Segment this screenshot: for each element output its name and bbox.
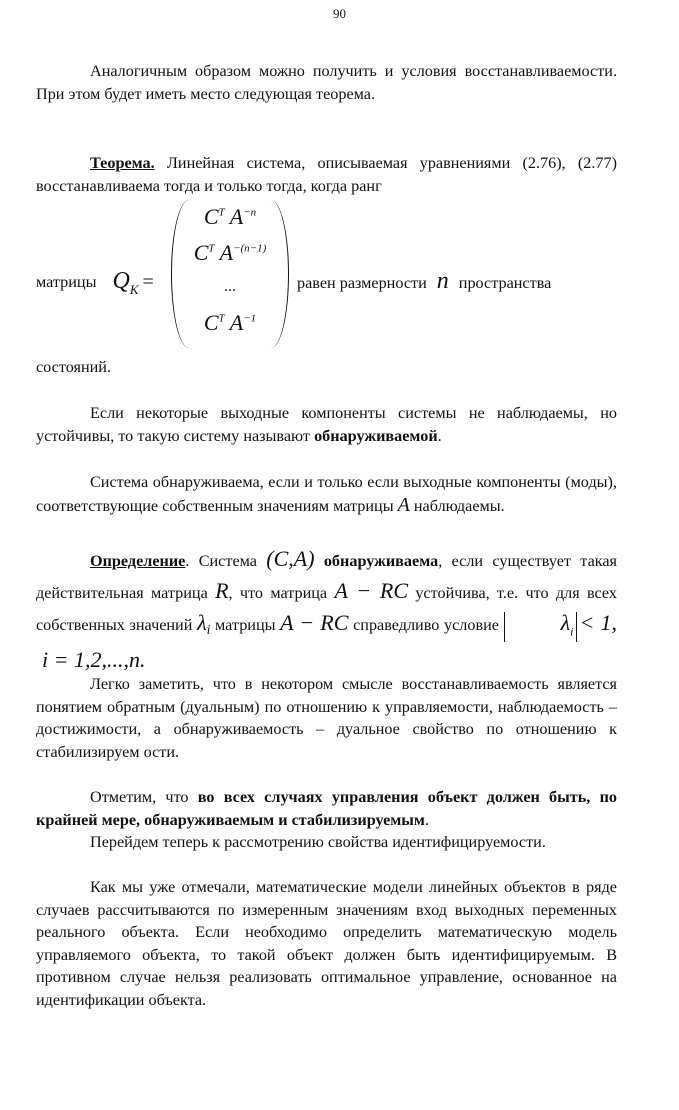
- paragraph-duality: Легко заметить, что в некотором смысле восстанавливаемость является понятием обратным (дуальным) по отношению к управляемости, наблюдаемость – достижимости, а обнаруживаемость – дуальное свойство по отношению к стабилизируем ости.: [36, 675, 617, 761]
- matrix-row-1: $C^T$ $A^{-n}$: [203, 204, 257, 229]
- paragraph-models: Как мы уже отмечали, математические модели линейных объектов в ряде случаев рассчитываются по измеренным значениям вход выходных переменных реального объекта. Если необходимо определить математическую модель управляемого объекта, то такой объект должен быть идентифицируемым. В противном случае нельзя реализовать оптимальное управление, основанное на идентификации объекта.: [36, 878, 617, 1009]
- paragraph-identifiability: Перейдем теперь к рассмотрению свойства идентифицируемости.: [90, 833, 546, 851]
- observability-matrix: [171, 200, 289, 348]
- equals-sign: =: [142, 271, 154, 294]
- theorem-end: состояний.: [36, 358, 111, 376]
- pair-CA: (C,A): [266, 546, 315, 571]
- expr-A-RC-2: A − RC: [280, 610, 349, 635]
- expr-A-RC-1: A − RC: [334, 578, 409, 603]
- abs-lambda: $\lambda_i$: [504, 612, 577, 642]
- paragraph-note: Отметим, что во всех случаях управления объект должен быть, по крайней мере, обнаруживаемым и стабилизируемым.: [36, 788, 617, 829]
- paragraph-detectable-condition: Система обнаруживаема, если и только если выходные компоненты (моды), соответствующие собственным значениям матрицы A наблюдаемы.: [36, 473, 617, 516]
- matrix-prefix: матрицы: [36, 273, 97, 292]
- dimension-symbol: n: [436, 268, 449, 294]
- matrix-row-ellipsis: ...: [224, 278, 236, 295]
- note-bold: во всех случаях управления объект должен быть, по крайней мере, обнаруживаемым и стабилизируемым: [36, 788, 617, 829]
- symbol-A: A: [397, 493, 410, 516]
- page-number: 90: [333, 6, 346, 21]
- term-detectable: обнаруживаемой: [314, 426, 438, 445]
- matrix-suffix: равен размерности n пространства: [297, 268, 552, 294]
- matrix-row-4: $C^T$ $A^{-1}$: [203, 310, 257, 335]
- index-range: i = 1,2,...,n.: [42, 647, 146, 673]
- paragraph-intro: Аналогичным образом можно получить и условия восстанавливаемости. При этом будет иметь место следующая теорема.: [36, 62, 617, 103]
- symbol-R: R: [215, 578, 229, 603]
- definition-paragraph: Определение. Система (C,A) обнаруживаема, если существует такая действительная матрица R, что матрица A − RC устойчива, т.е. что для всех собственных значений $\lambda_i$ матрицы A − RC справедливо условие $\lambda_i < 1$, i = 1,2,...,n.: [36, 546, 618, 673]
- condition: < 1,: [579, 610, 617, 635]
- definition-label: Определение: [90, 552, 186, 570]
- symbol-lambda: λ: [197, 610, 207, 635]
- theorem-paragraph: [36, 152, 617, 197]
- matrix-symbol: $Q_K$: [112, 268, 139, 297]
- paragraph-detectable: Если некоторые выходные компоненты системы не наблюдаемы, но устойчивы, то такую систему называют обнаруживаемой.: [36, 404, 617, 445]
- matrix-row-2: $C^T$ $A^{-(n-1)}$: [193, 240, 267, 265]
- theorem-text: Линейная система, описываемая уравнениями (2.76), (2.77) восстанавливаема тогда и только тогда, когда ранг: [36, 154, 617, 195]
- theorem-label: Теорема.: [90, 154, 155, 172]
